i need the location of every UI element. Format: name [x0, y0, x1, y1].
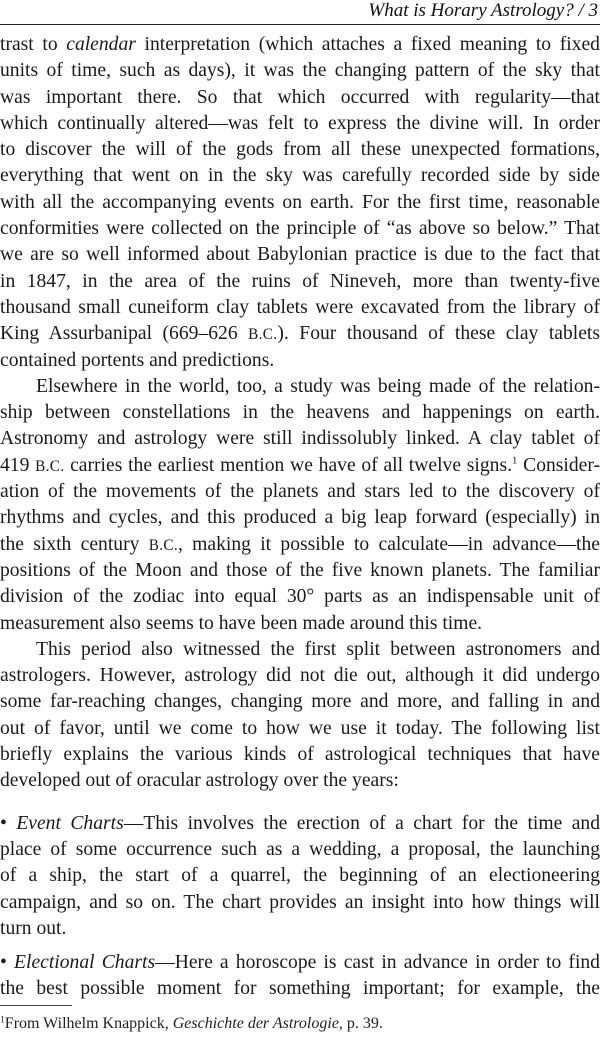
text-line: with all the accompanying events on earth. For the first time, reasonable — [0, 191, 600, 213]
text-line: ship between constellations in the heavens and happenings on earth. — [0, 402, 600, 424]
text-line: ation of the movements of the planets and stars led to the discovery of — [0, 481, 600, 503]
text-line: turn out. — [0, 917, 67, 939]
text-line: measurement also seems to have been made around this time. — [0, 612, 483, 634]
text-line: the best possible moment for something important; for example, the — [0, 978, 600, 1000]
text-line: thousand small cuneiform clay tablets were excavated from the library of — [0, 296, 600, 318]
footnote: $^1$From Wilhelm Knappick, Geschichte der Astrologie, p. 39. — [0, 1014, 383, 1032]
header-rule — [0, 24, 600, 25]
footnote-marker: 1 — [511, 454, 518, 467]
text-line: contained portents and predictions. — [0, 349, 275, 371]
text-line: Astronomy and astrology were still indissolubly linked. A clay tablet of — [0, 428, 600, 450]
text-line: division of the zodiac into equal 30° parts as an indispensable unit of — [0, 586, 600, 608]
text-line: was important there. So that which occurred with regularity—that — [0, 86, 600, 108]
text-line: • Electional Charts—Here a horoscope is cast in advance in order to find — [0, 952, 600, 974]
text-line: trast to calendar interpretation (which attaches a fixed meaning to fixed — [0, 34, 600, 55]
list-item-event-charts — [0, 811, 600, 942]
text-line: some far-reaching changes, changing more and more, and falling in and — [0, 691, 600, 713]
page-number: 3 — [588, 0, 598, 21]
text-line: which continually altered—was felt to express the divine will. In order — [0, 112, 600, 134]
text-line: astrologers. However, astrology did not die out, although it did undergo — [0, 665, 600, 687]
text-line: the sixth century B.C., making it possible to calculate—in advance—the — [0, 533, 600, 555]
running-head — [368, 0, 598, 22]
body-text — [0, 32, 600, 1003]
text-line: place of some occurrence such as a wedding, a proposal, the launching — [0, 838, 600, 860]
text-line: King Assurbanipal (669–626 B.C.). Four thousand of these clay tablets — [0, 323, 600, 345]
italic-term: calendar — [66, 34, 136, 55]
text-line: briefly explains the various kinds of astrological techniques that have — [0, 744, 600, 766]
text-line: everything that went on in the sky was carefully recorded side by side — [0, 165, 600, 187]
text-line: campaign, and so on. The chart provides an insight into how things will — [0, 891, 600, 913]
footnote-rule — [0, 1005, 72, 1006]
text-line: to discover the will of the gods from all these unexpected formations, — [0, 139, 600, 161]
text-line: conformities were collected on the principle of “as above so below.” That — [0, 218, 600, 240]
text-line: units of time, such as days), it was the changing pattern of the sky that — [0, 60, 600, 82]
text-line: out of favor, until we come to how we use it today. The following list — [0, 717, 600, 739]
text-line: 419 B.C. carries the earliest mention we have of all twelve signs.$^1$ Consider- — [0, 454, 600, 476]
text-line: rhythms and cycles, and this produced a big leap forward (especially) in — [0, 507, 600, 529]
bullet-icon: • — [0, 812, 7, 834]
text-line: of a ship, the start of a quarrel, the beginning of an electioneering — [0, 865, 600, 887]
list-item-electional-charts — [0, 950, 600, 1003]
spacer — [0, 795, 600, 811]
text-line: • Event Charts—This involves the erection of a chart for the time and — [0, 812, 600, 834]
list-term: Event Charts — [16, 812, 124, 834]
text-line: Elsewhere in the world, too, a study was being made of the relation- — [36, 375, 600, 397]
paragraph-2 — [0, 374, 600, 637]
spacer — [0, 942, 600, 950]
running-head-separator: / — [578, 0, 584, 21]
paragraph-1 — [0, 32, 600, 374]
text-line: developed out of oracular astrology over the years: — [0, 770, 399, 792]
bullet-icon: • — [0, 952, 7, 974]
text-line: we are so well informed about Babylonian practice is due to the fact that — [0, 244, 600, 266]
text-line: This period also witnessed the first split between astronomers and — [36, 638, 600, 660]
text-line: positions of the Moon and those of the five known planets. The familiar — [0, 559, 600, 581]
running-head-title: What is Horary Astrology? — [368, 0, 574, 21]
paragraph-3 — [0, 637, 600, 795]
cited-title: Geschichte der Astrologie — [172, 1015, 339, 1032]
footnote-number: 1 — [0, 1014, 5, 1026]
text-line: in 1847, in the area of the ruins of Nineveh, more than twenty-five — [0, 270, 600, 292]
list-term: Electional Charts — [14, 952, 156, 974]
